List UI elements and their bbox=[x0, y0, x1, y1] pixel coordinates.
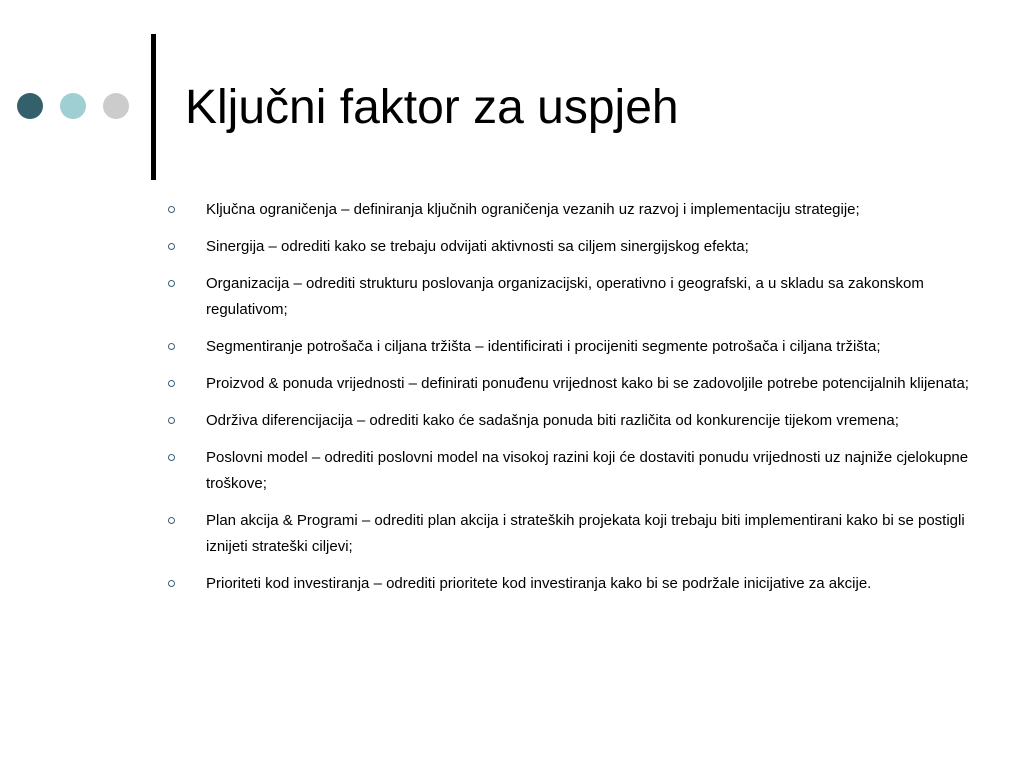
bullet-text: Održiva diferencijacija – odrediti kako će sadašnja ponuda biti različita od konkurencije tijekom vremena; bbox=[206, 412, 899, 429]
bullet-item bbox=[168, 371, 988, 397]
circle-bullet-icon bbox=[168, 454, 175, 461]
bullet-item bbox=[168, 445, 988, 497]
light-teal-dot bbox=[60, 93, 86, 119]
bullet-text: Ključna ograničenja – definiranja ključnih ograničenja vezanih uz razvoj i implementaciju strategije; bbox=[206, 201, 860, 218]
circle-bullet-icon bbox=[168, 380, 175, 387]
circle-bullet-icon bbox=[168, 243, 175, 250]
gray-dot bbox=[103, 93, 129, 119]
bullet-text: Organizacija – odrediti strukturu poslovanja organizacijski, operativno i geografski, a u skladu sa zakonskom regulativom; bbox=[206, 275, 924, 318]
circle-bullet-icon bbox=[168, 517, 175, 524]
bullet-item bbox=[168, 334, 988, 360]
bullet-item bbox=[168, 408, 988, 434]
bullet-list bbox=[168, 197, 988, 608]
bullet-item bbox=[168, 234, 988, 260]
circle-bullet-icon bbox=[168, 206, 175, 213]
circle-bullet-icon bbox=[168, 580, 175, 587]
slide-title: Ključni faktor za uspjeh bbox=[185, 81, 679, 134]
bullet-item bbox=[168, 571, 988, 597]
bullet-text: Sinergija – odrediti kako se trebaju odvijati aktivnosti sa ciljem sinergijskog efekta; bbox=[206, 238, 749, 255]
bullet-item bbox=[168, 508, 988, 560]
bullet-item bbox=[168, 271, 988, 323]
bullet-text: Plan akcija & Programi – odrediti plan akcija i strateških projekata koji trebaju biti implementirani kako bi se postigli iznijeti strateški ciljevi; bbox=[206, 512, 965, 555]
dark-teal-dot bbox=[17, 93, 43, 119]
title-divider-line bbox=[151, 34, 156, 180]
bullet-text: Segmentiranje potrošača i ciljana tržišta – identificirati i procijeniti segmente potrošača i ciljana tržišta; bbox=[206, 338, 881, 355]
circle-bullet-icon bbox=[168, 280, 175, 287]
bullet-item bbox=[168, 197, 988, 223]
circle-bullet-icon bbox=[168, 343, 175, 350]
circle-bullet-icon bbox=[168, 417, 175, 424]
bullet-text: Poslovni model – odrediti poslovni model na visokoj razini koji će dostaviti ponudu vrijednosti uz najniže cjelokupne troškove; bbox=[206, 449, 969, 492]
bullet-text: Proizvod & ponuda vrijednosti – definirati ponuđenu vrijednost kako bi se zadovoljile potrebe potencijalnih klijenata; bbox=[206, 375, 969, 392]
bullet-text: Prioriteti kod investiranja – odrediti prioritete kod investiranja kako bi se podržale inicijative za akcije. bbox=[206, 575, 872, 592]
